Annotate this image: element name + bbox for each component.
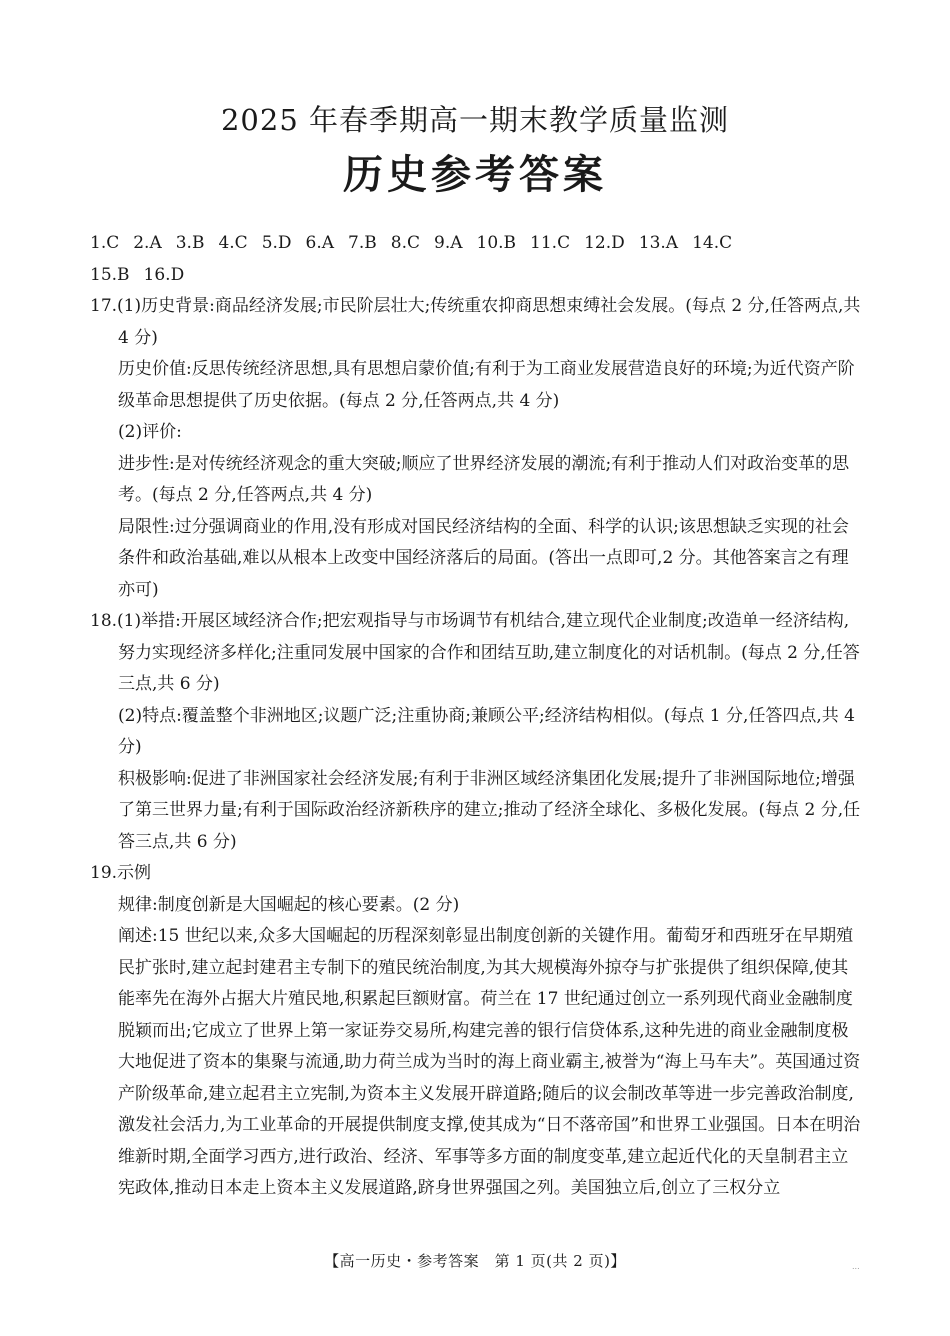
- mc-answer: 15.B: [90, 264, 130, 285]
- page-footer: 【高一历史・参考答案 第 1 页(共 2 页)】: [324, 1252, 626, 1270]
- q18-part2-features: (2)特点:覆盖整个非洲地区;议题广泛;注重协商;兼顾公平;经济结构相似。(每点 1 分,任答四点,共 4 分): [118, 705, 855, 757]
- q19-exposition: 阐述:15 世纪以来,众多大国崛起的历程深刻彰显出制度创新的关键作用。葡萄牙和西班牙在早期殖民扩张时,建立起封建君主专制下的殖民统治制度,为其大规模海外掠夺与扩张提供了组织保障,使其能率先在海外占据大片殖民地,积累起巨额财富。荷兰在 17 世纪通过创立一系列现代商业金融制度脱颖而出;它成立了世界上第一家证券交易所,构建完善的银行信贷体系,这种先进的商业金融制度极大地促进了资本的集聚与流通,助力荷兰成为当时的海上商业霸主,被誉为“海上马车夫”。英国通过资产阶级革命,建立起君主立宪制,为资本主义发展开辟道路;随后的议会制改革等进一步完善政治制度,激发社会活力,为工业革命的开展提供制度支撑,使其成为“日不落帝国”和世界工业强国。日本在明治维新时期,全面学习西方,进行政治、经济、军事等多方面的制度变革,建立起近代化的天皇制君主立宪政体,推动日本走上资本主义发展道路,跻身世界强国之列。美国独立后,创立了三权分立: [118, 926, 861, 1198]
- q17-part1-background: 17.(1)历史背景:商品经济发展;市民阶层壮大;传统重农抑商思想束缚社会发展。(每点 2 分,任答两点,共 4 分): [90, 296, 861, 348]
- page-title: 2025 年春季期高一期末教学质量监测: [220, 103, 730, 137]
- q18-part2-impact: 积极影响:促进了非洲国家社会经济发展;有利于非洲区域经济集团化发展;提升了非洲国际地位;增强了第三世界力量;有利于国际政治经济新秩序的建立;推动了经济全球化、多极化发展。(每点 2 分,任答三点,共 6 分): [118, 768, 861, 852]
- mc-answer: 7.B: [348, 233, 377, 253]
- mc-answer: 13.A: [638, 233, 679, 253]
- q18-part1-measures: 18.(1)举措:开展区域经济合作;把宏观指导与市场调节有机结合,建立现代企业制度;改造单一经济结构,努力实现经济多样化;注重同发展中国家的合作和团结互助,建立制度化的对话机制。(每点 2 分,任答三点,共 6 分): [90, 611, 860, 694]
- mc-answer: 2.A: [133, 233, 162, 253]
- q17-part1-value: 历史价值:反思传统经济思想,具有思想启蒙价值;有利于为工商业发展营造良好的环境;为近代资产阶级革命思想提供了历史依据。(每点 2 分,任答两点,共 4 分): [118, 359, 855, 411]
- page-subtitle: 历史参考答案: [343, 151, 607, 198]
- mc-answers-row-2: [90, 260, 865, 292]
- q19-rule: 规律:制度创新是大国崛起的核心要素。(2 分): [118, 894, 460, 915]
- mc-answer: 6.A: [305, 233, 335, 253]
- q19-heading: 19.示例: [90, 863, 152, 883]
- corner-mark: ...: [852, 1262, 860, 1271]
- mc-answer: 16.D: [143, 264, 185, 285]
- mc-answer: 8.C: [390, 233, 420, 253]
- mc-answer: 9.A: [434, 233, 463, 253]
- answer-content: [90, 228, 865, 1205]
- mc-answer: 14.C: [692, 233, 733, 253]
- mc-answer: 5.D: [261, 233, 292, 253]
- q17-part2-progress: 进步性:是对传统经济观念的重大突破;顺应了世界经济发展的潮流;有利于推动人们对政治变革的思考。(每点 2 分,任答两点,共 4 分): [118, 453, 850, 505]
- mc-answer: 1.C: [90, 233, 120, 253]
- mc-answers-row-1: [90, 228, 865, 260]
- mc-answer: 3.B: [175, 233, 205, 253]
- q17-part2-heading: (2)评价:: [118, 422, 182, 442]
- mc-answer: 4.C: [218, 233, 248, 253]
- q17-part2-limitation: 局限性:过分强调商业的作用,没有形成对国民经济结构的全面、科学的认识;该思想缺乏实现的社会条件和政治基础,难以从根本上改变中国经济落后的局面。(答出一点即可,2 分。其他答案言之有理亦可): [118, 516, 849, 600]
- mc-answer: 11.C: [530, 233, 571, 253]
- mc-answer: 10.B: [476, 233, 517, 253]
- mc-answer: 12.D: [584, 233, 625, 253]
